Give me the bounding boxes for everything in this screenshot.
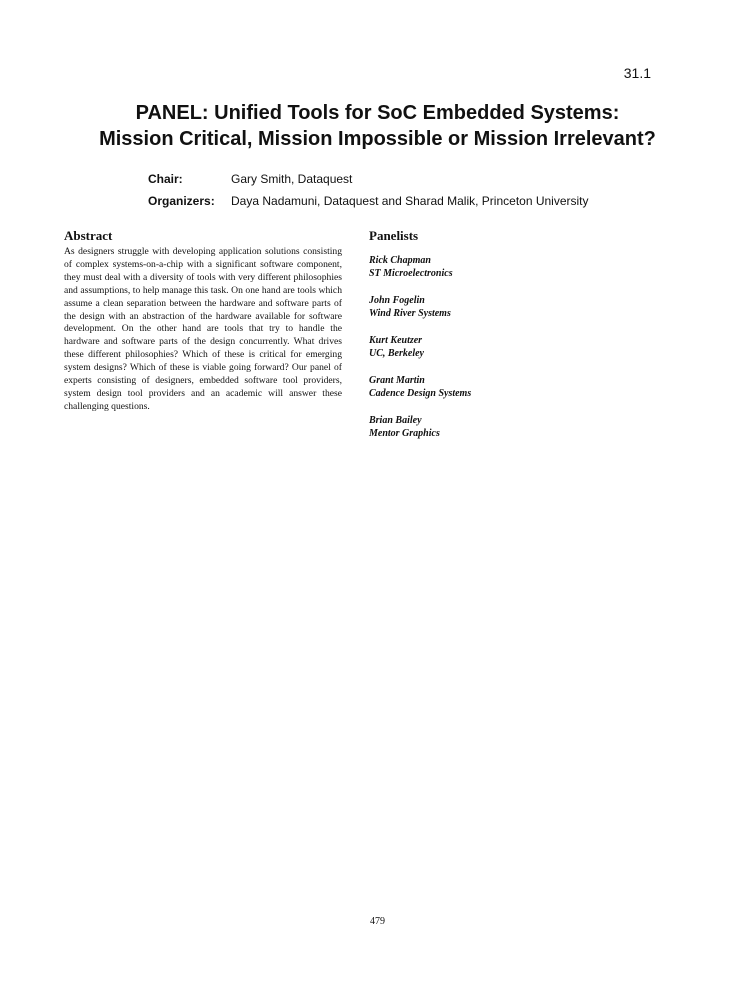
abstract-body: As designers struggle with developing application solutions consisting of complex systems-on-a-chip with a significant software component, they must deal with a diversity of tools with very different philosophies and assumptions, to help manage this task. On one hand are tools which assume a clean separation between the hardware and software parts of the design with an abstraction of the hardware available for software development. On the other hand are tools that try to handle the hardware and software parts of the design concurrently. What drives these different philosophies? Which of these is critical for emerging system designs? Which of these is viable going forward? Our panel of experts consisting of designers, embedded software tool providers, system design tool providers and an academic will answer these challenging questions. [64,246,342,412]
panelist-name: Grant Martin [369,375,425,386]
abstract-heading: Abstract [64,228,113,243]
chair-label: Chair: [148,172,183,186]
panelist-name: Kurt Keutzer [369,335,423,346]
panelists-heading: Panelists [369,228,419,243]
title-line-2: Mission Critical, Mission Impossible or Mission Irrelevant? [99,128,656,150]
panelist-entry [369,414,569,440]
organizers-label: Organizers: [148,194,215,208]
panelist-entry [369,254,569,280]
panelists-section [369,228,569,454]
panelist-entry [369,374,569,400]
panelist-entry [369,294,569,320]
panelist-affiliation: Mentor Graphics [369,428,440,439]
chair-value: Gary Smith, Dataquest [231,172,353,186]
page-number: 479 [370,916,385,927]
abstract-section [64,228,342,414]
panelist-name: Rick Chapman [369,255,431,266]
panelist-entry [369,334,569,360]
panelist-affiliation: UC, Berkeley [369,348,424,359]
organizers-row [148,190,589,212]
panelist-name: John Fogelin [369,295,425,306]
chair-row [148,168,589,190]
session-number: 31.1 [623,65,651,81]
panelist-affiliation: Wind River Systems [369,308,451,319]
panelist-name: Brian Bailey [369,415,422,426]
paper-title [0,100,755,152]
panelist-affiliation: Cadence Design Systems [369,388,472,399]
title-line-1: PANEL: Unified Tools for SoC Embedded Systems: [135,102,620,124]
organizers-value: Daya Nadamuni, Dataquest and Sharad Malik, Princeton University [231,194,589,208]
panel-meta [148,168,589,212]
panelist-affiliation: ST Microelectronics [369,268,453,279]
